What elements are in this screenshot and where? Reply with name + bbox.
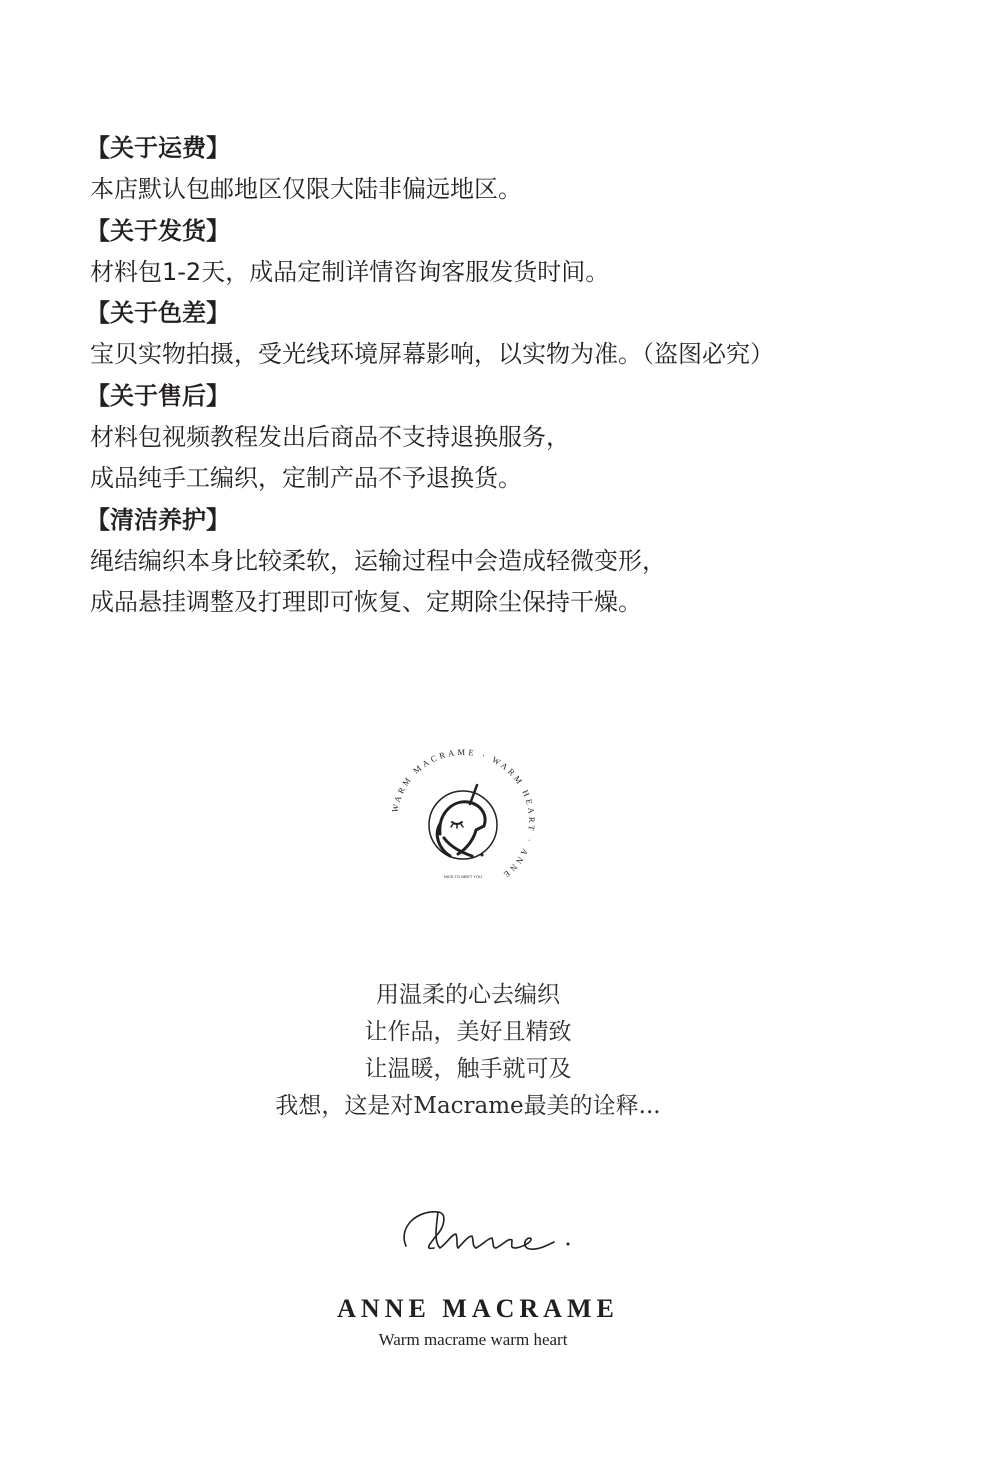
section-text: 成品悬挂调整及打理即可恢复、定期除尘保持干燥。 bbox=[90, 588, 642, 617]
poem bbox=[0, 977, 936, 1125]
poem-line: 让温暖，触手就可及 bbox=[364, 1056, 572, 1082]
section-after-sales bbox=[86, 376, 950, 500]
section-heading: 【关于发货】 bbox=[86, 216, 230, 245]
section-text: 宝贝实物拍摄，受光线环境屏幕影响，以实物为准。（盗图必究） bbox=[90, 340, 774, 369]
brand-name: ANNE MACRAME bbox=[337, 1294, 619, 1323]
section-text: 成品纯手工编织，定制产品不予退换货。 bbox=[90, 464, 522, 493]
seal-inner-text: NICE TO MEET YOU bbox=[444, 874, 482, 879]
section-heading: 【清洁养护】 bbox=[86, 505, 230, 534]
poem-line: 我想，这是对Macrame最美的诠释... bbox=[275, 1093, 661, 1119]
poem-line: 用温柔的心去编织 bbox=[376, 982, 560, 1008]
section-text: 本店默认包邮地区仅限大陆非偏远地区。 bbox=[90, 175, 522, 204]
section-heading: 【关于运费】 bbox=[86, 134, 230, 162]
section-heading: 【关于售后】 bbox=[86, 381, 230, 410]
policy-notes bbox=[86, 128, 950, 624]
unicorn-icon bbox=[429, 785, 497, 859]
brand-tagline: Warm macrame warm heart bbox=[378, 1330, 568, 1349]
section-color-difference bbox=[86, 293, 950, 376]
section-shipping-fee bbox=[86, 128, 950, 211]
handwritten-signature bbox=[396, 1198, 586, 1268]
section-delivery bbox=[86, 211, 950, 294]
section-text: 材料包1-2天，成品定制详情咨询客服发货时间。 bbox=[90, 257, 610, 286]
brand-seal-logo bbox=[380, 738, 546, 904]
seal-ring-text: WARM MACRAME · WARM HEART · ANNE bbox=[389, 746, 538, 882]
section-heading: 【关于色差】 bbox=[86, 299, 230, 328]
svg-text:WARM MACRAME · WARM HEART · AN bbox=[389, 747, 537, 881]
poem-line: 让作品，美好且精致 bbox=[364, 1019, 572, 1045]
section-text: 材料包视频教程发出后商品不支持退换服务， bbox=[90, 423, 570, 452]
section-text: 绳结编织本身比较柔软，运输过程中会造成轻微变形， bbox=[90, 546, 666, 575]
section-care bbox=[86, 500, 950, 624]
